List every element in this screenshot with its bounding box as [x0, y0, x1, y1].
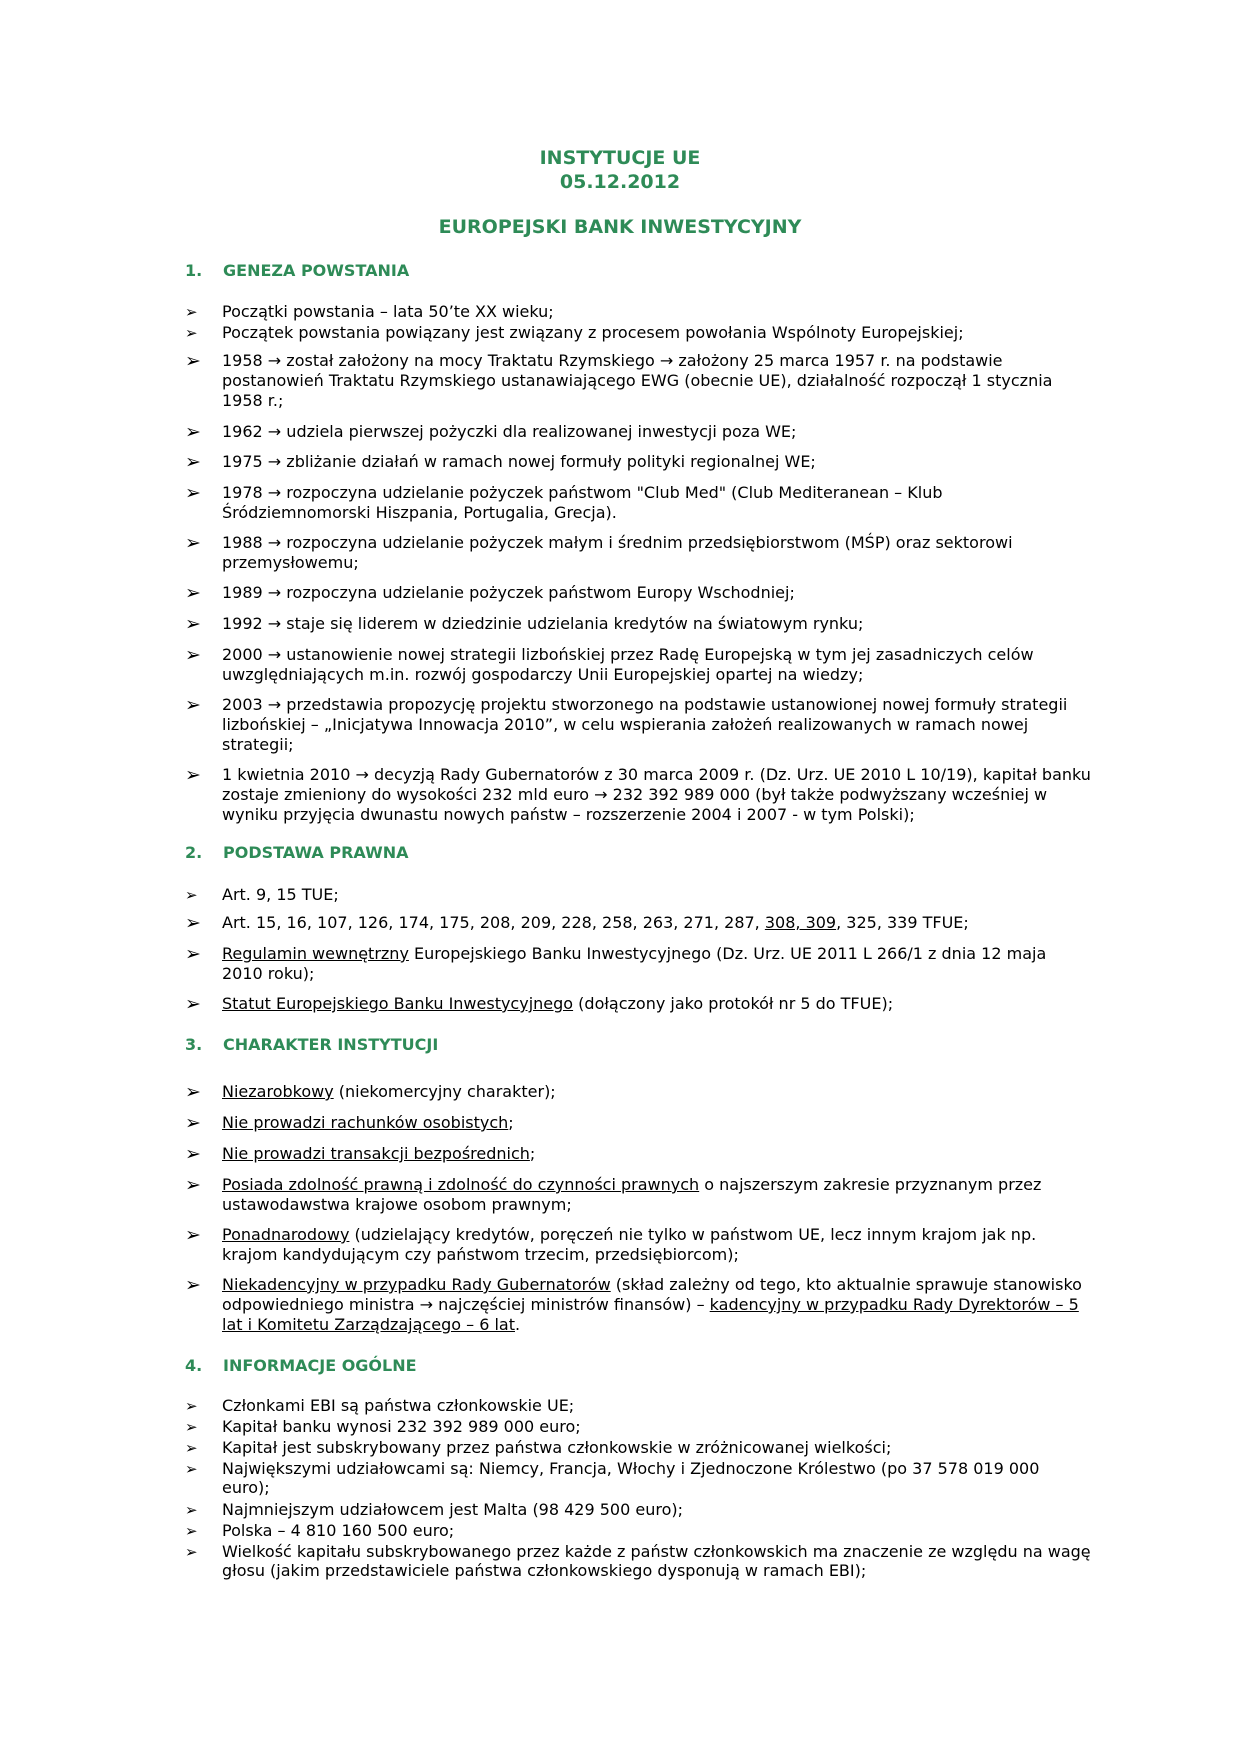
list-item: Polska – 4 810 160 500 euro;: [222, 1521, 455, 1540]
bullet-arrow-icon: ➢: [185, 482, 201, 504]
bullet-arrow-icon: ➢: [185, 1418, 198, 1436]
list-item: Regulamin wewnętrzny Europejskiego Banku Inwestycyjnego (Dz. Urz. UE 2011 L 266/1 z dnia 12 maja 2010 roku);: [222, 944, 1047, 983]
list-item: Nie prowadzi transakcji bezpośrednich;: [222, 1144, 536, 1163]
bullet-arrow-icon: ➢: [185, 1543, 198, 1561]
regulamin-link[interactable]: Regulamin wewnętrzny: [222, 944, 409, 963]
bullet-arrow-icon: ➢: [185, 1224, 201, 1246]
list-item: Art. 15, 16, 107, 126, 174, 175, 208, 209, 228, 258, 263, 271, 287, 308, 309, 325, 339 TFUE;: [222, 913, 969, 932]
article-link[interactable]: 308, 309: [764, 913, 837, 932]
section-heading: 3. CHARAKTER INSTYTUCJI: [185, 1035, 439, 1054]
bullet-arrow-icon: ➢: [185, 1174, 201, 1196]
statut-link[interactable]: Statut Europejskiego Banku Inwestycyjnego: [222, 994, 574, 1013]
bullet-arrow-icon: ➢: [185, 1501, 198, 1519]
bullet-arrow-icon: ➢: [185, 324, 198, 342]
list-item: Niezarobkowy (niekomercyjny charakter);: [222, 1082, 556, 1101]
list-item: Posiada zdolność prawną i zdolność do czynności prawnych o najszerszym zakresie przyznanym przez ustawodawstwa krajowe osobom prawnym;: [222, 1175, 1042, 1214]
list-item: Statut Europejskiego Banku Inwestycyjnego (dołączony jako protokół nr 5 do TFUE);: [222, 994, 894, 1013]
list-item: Kapitał banku wynosi 232 392 989 000 euro;: [222, 1417, 581, 1436]
list-item: 1992 → staje się liderem w dziedzinie udzielania kredytów na światowym rynku;: [222, 614, 864, 633]
section-heading: 4. INFORMACJE OGÓLNE: [185, 1356, 417, 1375]
list-item: 1975 → zbliżanie działań w ramach nowej formuły polityki regionalnej WE;: [222, 452, 816, 471]
list-item: 2000 → ustanowienie nowej strategii lizbońskiej przez Radę Europejską w tym jej zasadniczych celów uwzględniających m.in. rozwój gospodarczy Unii Europejskiej opartej na wiedzy;: [222, 645, 1034, 684]
list-item: 2003 → przedstawia propozycję projektu stworzonego na podstawie ustanowionej nowej formuły strategii lizbońskiej – „Inicjatywa Innowacja 2010”, w celu wspierania założeń realizowanych w ramach nowej strategii;: [222, 695, 1068, 754]
list-item: Największymi udziałowcami są: Niemcy, Francja, Włochy i Zjednoczone Królestwo (po 37 578 019 000 euro);: [222, 1459, 1040, 1497]
bullet-arrow-icon: ➢: [185, 694, 201, 716]
bullet-arrow-icon: ➢: [185, 912, 201, 934]
bullet-arrow-icon: ➢: [185, 613, 201, 635]
bullet-arrow-icon: ➢: [185, 1522, 198, 1540]
list-item: 1 kwietnia 2010 → decyzją Rady Gubernatorów z 30 marca 2009 r. (Dz. Urz. UE 2010 L 10/19), kapitał banku zostaje zmieniony do wysokości 232 mld euro → 232 392 989 000 (był także podwyższany wcześniej w wyniku przyjęcia dwunastu nowych państw – rozszerzenie 2004 i 2007 - w tym Polski);: [222, 765, 1091, 824]
bullet-arrow-icon: ➢: [185, 421, 201, 443]
bullet-arrow-icon: ➢: [185, 1274, 201, 1296]
bullet-arrow-icon: ➢: [185, 582, 201, 604]
bullet-arrow-icon: ➢: [185, 764, 201, 786]
list-item: 1962 → udziela pierwszej pożyczki dla realizowanej inwestycji poza WE;: [222, 422, 797, 441]
bullet-arrow-icon: ➢: [185, 1143, 201, 1165]
bullet-arrow-icon: ➢: [185, 303, 198, 321]
list-item: Kapitał jest subskrybowany przez państwa członkowskie w zróżnicowanej wielkości;: [222, 1438, 892, 1457]
list-item: 1978 → rozpoczyna udzielanie pożyczek państwom "Club Med" (Club Mediteranean – Klub Śródziemnomorski Hiszpania, Portugalia, Grecja).: [222, 483, 943, 522]
bullet-arrow-icon: ➢: [185, 1439, 198, 1457]
list-item: 1958 → został założony na mocy Traktatu Rzymskiego → założony 25 marca 1957 r. na podstawie postanowień Traktatu Rzymskiego ustanawiającego EWG (obecnie UE), działalność rozpoczął 1 stycznia 1958 r.;: [222, 351, 1053, 410]
list-item: 1989 → rozpoczyna udzielanie pożyczek państwom Europy Wschodniej;: [222, 583, 795, 602]
list-item: Wielkość kapitału subskrybowanego przez każde z państw członkowskich ma znaczenie ze względu na wagę głosu (jakim przedstawiciele państwa członkowskiego dysponują w ramach EBI);: [222, 1542, 1091, 1580]
page-date: 05.12.2012: [559, 171, 681, 193]
bullet-arrow-icon: ➢: [185, 993, 201, 1015]
list-item: Początek powstania powiązany jest związany z procesem powołania Wspólnoty Europejskiej;: [222, 323, 964, 342]
page-subtitle: EUROPEJSKI BANK INWESTYCYJNY: [438, 216, 802, 238]
bullet-arrow-icon: ➢: [185, 1397, 198, 1415]
section-heading: 1. GENEZA POWSTANIA: [185, 261, 410, 280]
list-item: Nie prowadzi rachunków osobistych;: [222, 1113, 514, 1132]
bullet-arrow-icon: ➢: [185, 532, 201, 554]
list-item: Niekadencyjny w przypadku Rady Gubernatorów (skład zależny od tego, kto aktualnie sprawuje stanowisko odpowiedniego ministra → najczęściej ministrów finansów) – kadencyjny w przypadku Rady Dyrektorów – 5 lat i Komitetu Zarządzającego – 6 lat.: [222, 1275, 1082, 1334]
bullet-arrow-icon: ➢: [185, 1081, 201, 1103]
bullet-arrow-icon: ➢: [185, 1112, 201, 1134]
section-heading: 2. PODSTAWA PRAWNA: [185, 843, 409, 862]
list-item: Ponadnarodowy (udzielający kredytów, poręczeń nie tylko w państwom UE, lecz innym krajom jak np. krajom kandydującym czy państwom trzecim, przedsiębiorcom);: [222, 1225, 1037, 1264]
bullet-arrow-icon: ➢: [185, 451, 201, 473]
bullet-arrow-icon: ➢: [185, 886, 198, 904]
list-item: Najmniejszym udziałowcem jest Malta (98 429 500 euro);: [222, 1500, 684, 1519]
list-item: Członkami EBI są państwa członkowskie UE;: [222, 1396, 575, 1415]
list-item: Art. 9, 15 TUE;: [222, 885, 339, 904]
bullet-arrow-icon: ➢: [185, 350, 201, 372]
bullet-arrow-icon: ➢: [185, 943, 201, 965]
list-item: 1988 → rozpoczyna udzielanie pożyczek małym i średnim przedsiębiorstwom (MŚP) oraz sektorowi przemysłowemu;: [222, 533, 1013, 572]
bullet-arrow-icon: ➢: [185, 1460, 198, 1478]
page-title: INSTYTUCJE UE: [539, 147, 701, 169]
bullet-arrow-icon: ➢: [185, 644, 201, 666]
list-item: Początki powstania – lata 50’te XX wieku;: [222, 302, 554, 321]
